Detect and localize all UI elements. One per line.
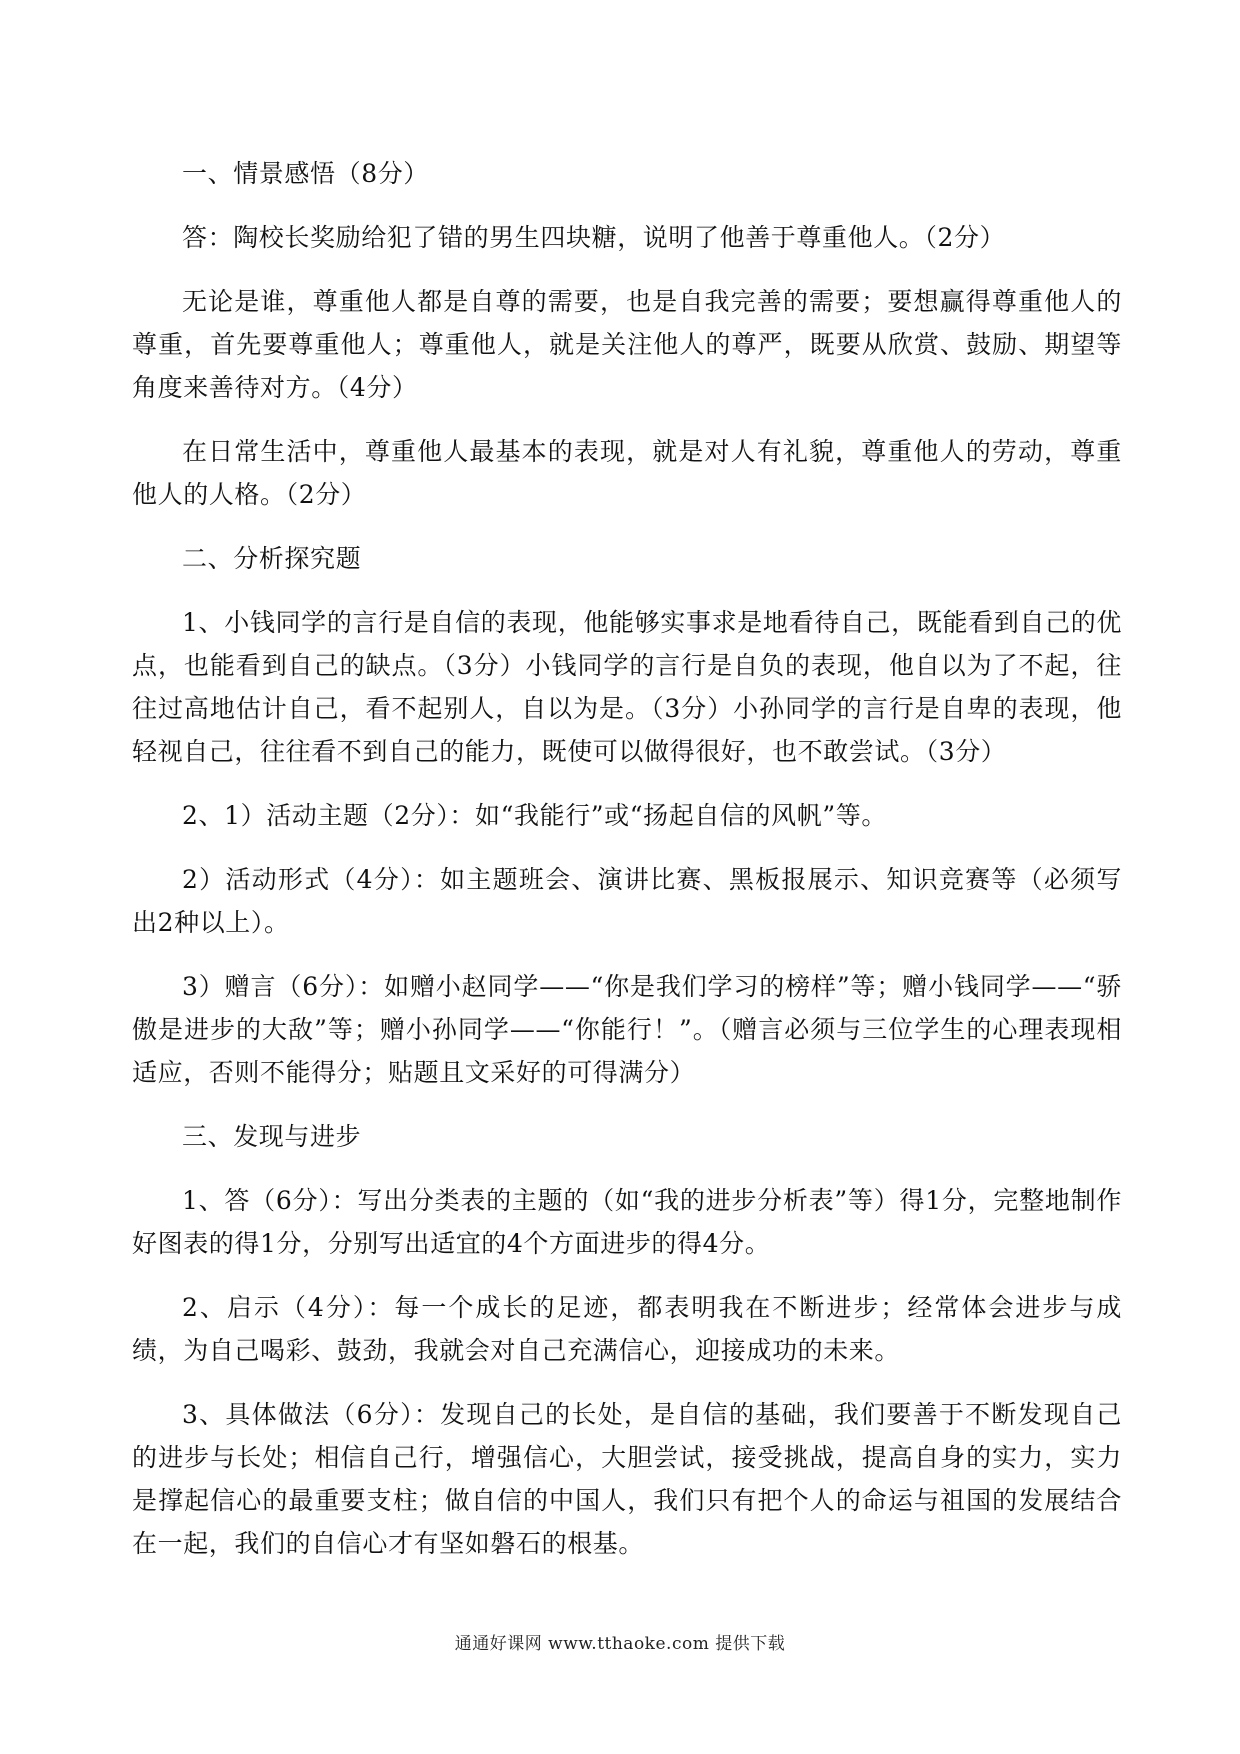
download-source-footer: 通通好课网 www.tthaoke.com 提供下载 bbox=[454, 1634, 786, 1654]
answer-paragraph: 2、1）活动主题（2分）：如“我能行”或“扬起自信的风帆”等。 bbox=[182, 801, 887, 830]
section-discovery-progress bbox=[132, 1115, 1122, 1565]
section-situation-insight bbox=[132, 152, 1122, 516]
answer-paragraph: 1、小钱同学的言行是自信的表现，他能够实事求是地看待自己，既能看到自己的优点，也能看到自己的缺点。（3分）小钱同学的言行是自负的表现，他自以为了不起，往往过高地估计自己，看不起别人，自以为是。（3分）小孙同学的言行是自卑的表现，他轻视自己，往往看不到自己的能力，既使可以做得很好，也不敢尝试。（3分） bbox=[132, 608, 1122, 766]
answer-content bbox=[132, 152, 1122, 1586]
answer-paragraph: 2）活动形式（4分）：如主题班会、演讲比赛、黑板报展示、知识竞赛等（必须写出2种以上）。 bbox=[132, 865, 1122, 937]
section-heading-two: 二、分析探究题 bbox=[182, 544, 362, 573]
section-heading-one: 一、情景感悟（8分） bbox=[182, 159, 429, 188]
answer-paragraph: 答：陶校长奖励给犯了错的男生四块糖，说明了他善于尊重他人。（2分） bbox=[182, 223, 1006, 252]
answer-paragraph: 无论是谁，尊重他人都是自尊的需要，也是自我完善的需要；要想赢得尊重他人的尊重，首先要尊重他人；尊重他人，就是关注他人的尊严，既要从欣赏、鼓励、期望等角度来善待对方。（4分） bbox=[132, 287, 1122, 402]
answer-paragraph: 3）赠言（6分）：如赠小赵同学——“你是我们学习的榜样”等；赠小钱同学——“骄傲是进步的大敌”等；赠小孙同学——“你能行！”。（赠言必须与三位学生的心理表现相适应，否则不能得分；贴题且文采好的可得满分） bbox=[132, 972, 1122, 1087]
section-heading-three: 三、发现与进步 bbox=[182, 1122, 362, 1151]
answer-paragraph: 1、答（6分）：写出分类表的主题的（如“我的进步分析表”等）得1分，完整地制作好图表的得1分，分别写出适宜的4个方面进步的得4分。 bbox=[132, 1186, 1122, 1258]
answer-paragraph: 在日常生活中，尊重他人最基本的表现，就是对人有礼貌，尊重他人的劳动，尊重他人的人格。（2分） bbox=[132, 437, 1122, 509]
answer-paragraph: 3、具体做法（6分）：发现自己的长处，是自信的基础，我们要善于不断发现自己的进步与长处；相信自己行，增强信心，大胆尝试，接受挑战，提高自身的实力，实力是撑起信心的最重要支柱；做自信的中国人，我们只有把个人的命运与祖国的发展结合在一起，我们的自信心才有坚如磐石的根基。 bbox=[132, 1400, 1122, 1558]
answer-paragraph: 2、启示（4分）：每一个成长的足迹，都表明我在不断进步；经常体会进步与成绩，为自己喝彩、鼓劲，我就会对自己充满信心，迎接成功的未来。 bbox=[132, 1293, 1122, 1365]
section-analysis-inquiry bbox=[132, 537, 1122, 1094]
